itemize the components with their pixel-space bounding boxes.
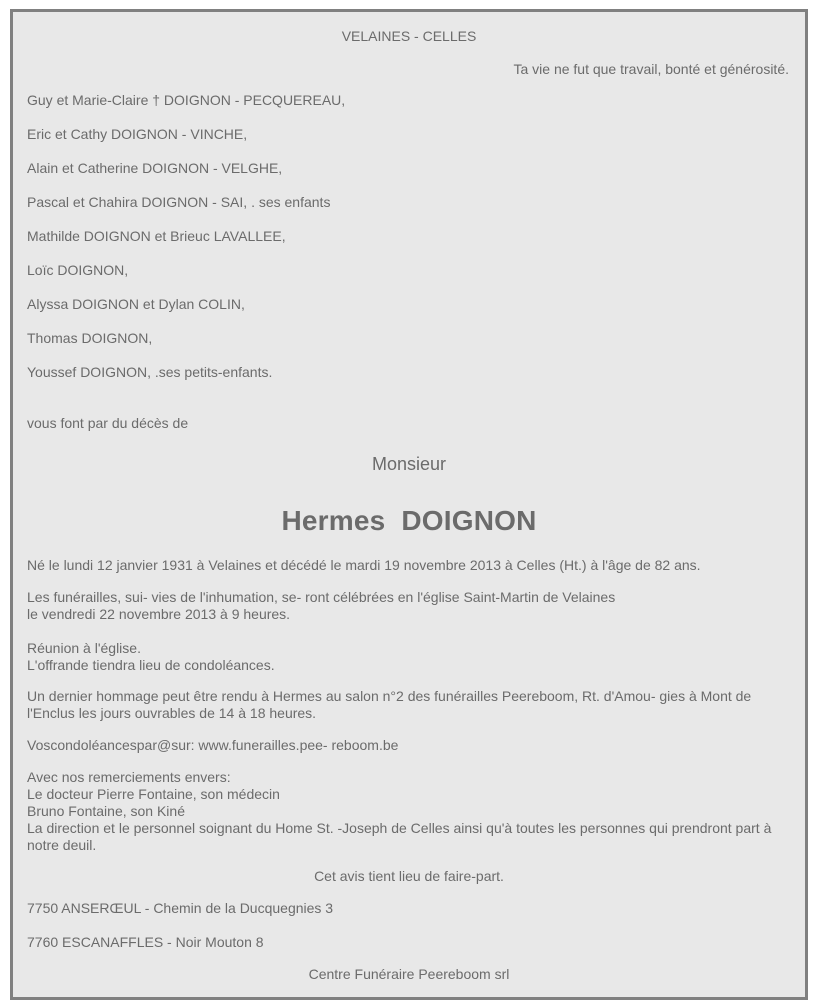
family-member: Alyssa DOIGNON et Dylan COLIN, bbox=[27, 296, 245, 312]
obituary-card bbox=[10, 9, 808, 1000]
family-member: Eric et Cathy DOIGNON - VINCHE, bbox=[27, 126, 248, 142]
family-member: Mathilde DOIGNON et Brieuc LAVALLEE, bbox=[27, 228, 286, 244]
funeral-line: Les funérailles, sui- vies de l'inhumation, se- ront célébrées en l'église Saint-Martin de Velaines bbox=[27, 589, 616, 605]
motto: Ta vie ne fut que travail, bonté et générosité. bbox=[513, 61, 789, 77]
homage-text: Un dernier hommage peut être rendu à Hermes au salon n°2 des funérailles Peereboom, Rt. d'Amou- gies à Mont de l'Enclus les jours ouvrables de 14 à 18 heures. bbox=[27, 688, 752, 721]
announcement-text: vous font par du décès de bbox=[27, 415, 189, 431]
faire-part-note: Cet avis tient lieu de faire-part. bbox=[314, 868, 504, 884]
honorific: Monsieur bbox=[371, 454, 447, 474]
thanks-line: Le docteur Pierre Fontaine, son médecin bbox=[27, 786, 280, 802]
funeral-paragraph bbox=[27, 589, 795, 623]
address-line: 7760 ESCANAFFLES - Noir Mouton 8 bbox=[27, 934, 264, 950]
homage-paragraph bbox=[27, 688, 795, 722]
address-line: 7750 ANSERŒUL - Chemin de la Ducquegnies 3 bbox=[27, 900, 334, 916]
thanks-line: Bruno Fontaine, son Kiné bbox=[27, 803, 185, 819]
funeral-line: le vendredi 22 novembre 2013 à 9 heures. bbox=[27, 606, 291, 622]
deceased-name: Hermes DOIGNON bbox=[281, 505, 537, 536]
condolences-paragraph bbox=[27, 737, 795, 754]
family-member: Guy et Marie-Claire † DOIGNON - PECQUEREAU, bbox=[27, 92, 346, 108]
family-member: Pascal et Chahira DOIGNON - SAI, . ses enfants bbox=[27, 194, 331, 210]
family-member: Alain et Catherine DOIGNON - VELGHE, bbox=[27, 160, 283, 176]
family-member: Youssef DOIGNON, .ses petits-enfants. bbox=[27, 364, 273, 380]
reunion-line: Réunion à l'église. bbox=[27, 640, 141, 656]
footer-company: Centre Funéraire Peereboom srl bbox=[308, 966, 510, 982]
family-member: Thomas DOIGNON, bbox=[27, 330, 153, 346]
thanks-intro: Avec nos remerciements envers: bbox=[27, 769, 231, 785]
reunion-line: L'offrande tiendra lieu de condoléances. bbox=[27, 657, 275, 673]
birth-death-paragraph bbox=[27, 557, 795, 574]
reunion-paragraph bbox=[27, 640, 795, 674]
thanks-paragraph bbox=[27, 769, 795, 854]
birth-death-text: Né le lundi 12 janvier 1931 à Velaines et décédé le mardi 19 novembre 2013 à Celles (Ht.) à l'âge de 82 ans. bbox=[27, 557, 701, 573]
location-heading: VELAINES - CELLES bbox=[341, 28, 477, 44]
family-member: Loïc DOIGNON, bbox=[27, 262, 129, 278]
thanks-line: La direction et le personnel soignant du Home St. -Joseph de Celles ainsi qu'à toutes les personnes qui prendront part à notre deuil. bbox=[27, 820, 772, 853]
condolences-text: Voscondoléancespar@sur: www.funerailles.pee- reboom.be bbox=[27, 737, 399, 753]
